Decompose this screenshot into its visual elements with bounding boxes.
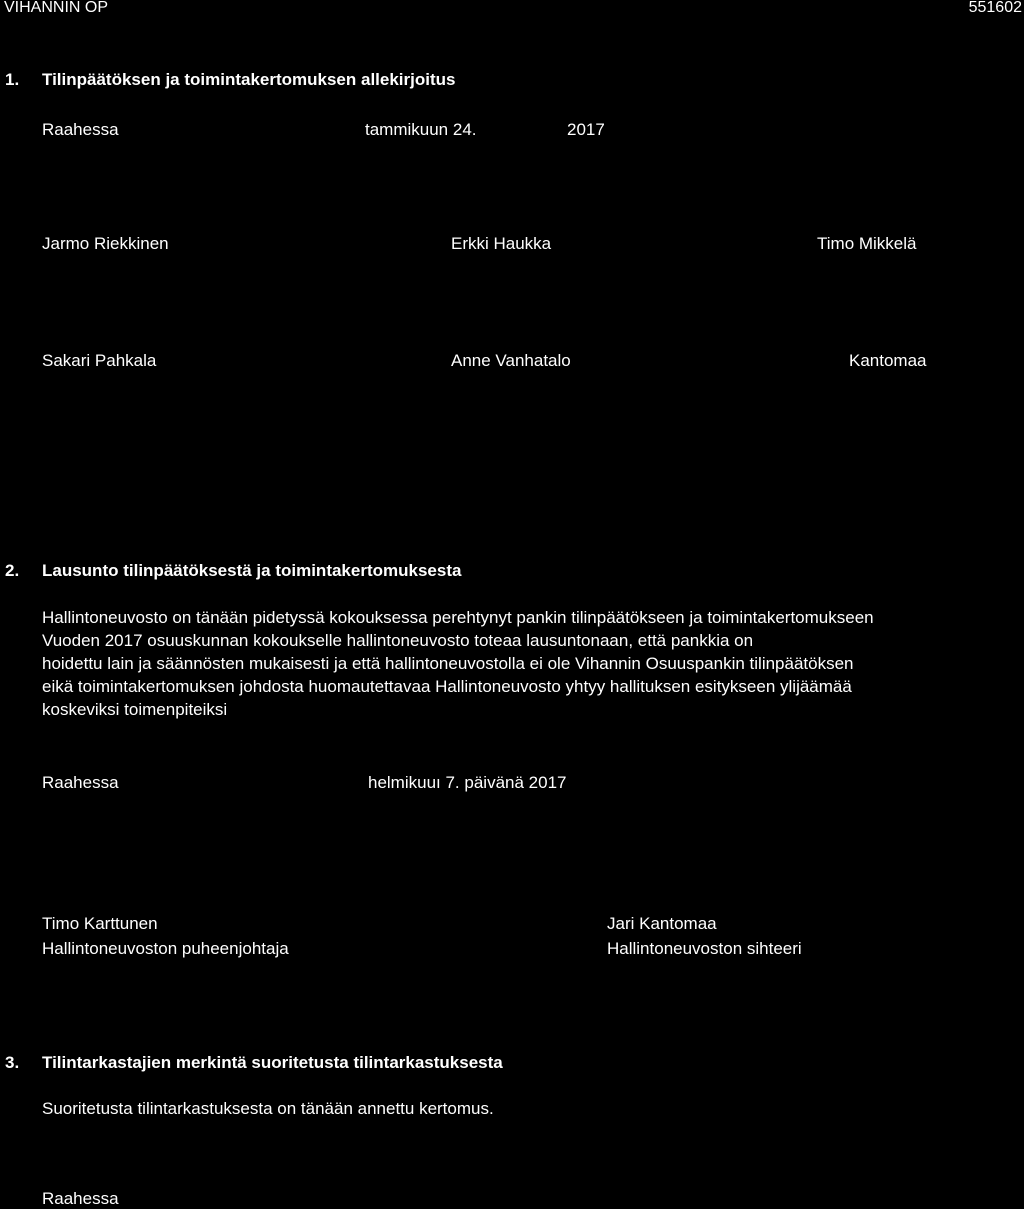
section3-place: Raahessa: [42, 1189, 119, 1208]
paragraph-line: Vuoden 2017 osuuskunnan kokoukselle hallintoneuvosto toteaa lausuntonaan, että pankkia on: [42, 631, 754, 650]
signer-name: Jarmo Riekkinen: [42, 234, 169, 253]
signature-right: [607, 911, 802, 961]
section2-number: 2.: [5, 561, 20, 580]
paragraph-line: Hallintoneuvosto on tänään pidetyssä kokouksessa perehtynyt pankin tilinpäätökseen ja toimintakertomukseen: [42, 608, 874, 627]
signer-name: Sakari Pahkala: [42, 351, 157, 370]
signer-name: Timo Mikkelä: [817, 234, 917, 253]
statement-paragraph: [42, 606, 1002, 721]
signer-right-role: Hallintoneuvoston sihteeri: [607, 939, 802, 958]
section1-place: Raahessa: [42, 120, 119, 139]
organization-name: VIHANNIN OP: [4, 0, 109, 16]
paragraph-line: hoidettu lain ja säännösten mukaisesti ja että hallintoneuvostolla ei ole Vihannin Osuuspankin tilinpäätöksen: [42, 654, 854, 673]
signer-name: Erkki Haukka: [451, 234, 552, 253]
section1-date: tammikuun 24.: [365, 120, 477, 139]
signer-right-name: Jari Kantomaa: [607, 914, 717, 933]
signer-name: Anne Vanhatalo: [451, 351, 571, 370]
section1-number: 1.: [5, 70, 20, 89]
section1-year: 2017: [567, 120, 605, 139]
section1-title: Tilinpäätöksen ja toimintakertomuksen allekirjoitus: [42, 70, 456, 89]
section3-number: 3.: [5, 1053, 20, 1072]
paragraph-line: eikä toimintakertomuksen johdosta huomautettavaa Hallintoneuvosto yhtyy hallituksen esitykseen ylijäämää: [42, 677, 852, 696]
document-code: 551602: [968, 0, 1022, 16]
signer-name: Kantomaa: [849, 351, 927, 370]
section3-text: Suoritetusta tilintarkastuksesta on tänään annettu kertomus.: [42, 1099, 494, 1118]
paragraph-line: koskeviksi toimenpiteiksi: [42, 700, 228, 719]
signer-left-name: Timo Karttunen: [42, 914, 158, 933]
section3-title: Tilintarkastajien merkintä suoritetusta tilintarkastuksesta: [42, 1053, 503, 1072]
section2-place: Raahessa: [42, 773, 119, 792]
section2-title: Lausunto tilinpäätöksestä ja toimintakertomuksesta: [42, 561, 462, 580]
signature-left: [42, 911, 289, 961]
section2-date: helmikuuı 7. päivänä 2017: [368, 773, 567, 792]
signer-left-role: Hallintoneuvoston puheenjohtaja: [42, 939, 289, 958]
